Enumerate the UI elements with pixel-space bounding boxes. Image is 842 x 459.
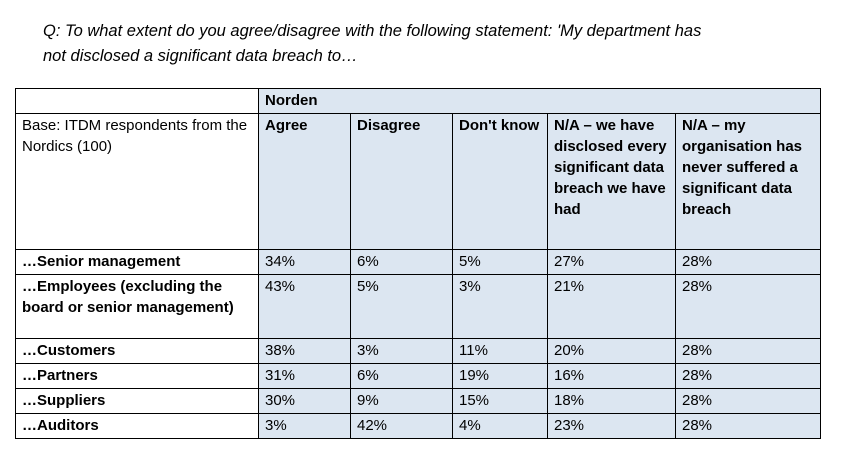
value-cell: 6% — [351, 364, 453, 389]
value-cell: 5% — [453, 250, 548, 275]
row-label: …Partners — [16, 364, 259, 389]
value-cell: 19% — [453, 364, 548, 389]
column-header-na-never-suffered: N/A – my organisation has never suffered a significant data breach — [676, 114, 821, 250]
value-cell: 4% — [453, 414, 548, 439]
value-cell: 9% — [351, 389, 453, 414]
value-cell: 28% — [676, 364, 821, 389]
value-cell: 3% — [453, 275, 548, 339]
value-cell: 38% — [259, 339, 351, 364]
value-cell: 16% — [548, 364, 676, 389]
table-row-auditors — [16, 414, 821, 439]
value-cell: 23% — [548, 414, 676, 439]
value-cell: 6% — [351, 250, 453, 275]
value-cell: 11% — [453, 339, 548, 364]
value-cell: 28% — [676, 389, 821, 414]
value-cell: 28% — [676, 275, 821, 339]
survey-question-line-2: not disclosed a significant data breach to… — [43, 47, 358, 65]
survey-results-table — [15, 88, 821, 439]
column-header-dont-know: Don't know — [453, 114, 548, 250]
table-row-employees — [16, 275, 821, 339]
value-cell: 28% — [676, 414, 821, 439]
survey-question-line-1: Q: To what extent do you agree/disagree with the following statement: 'My department has — [43, 22, 702, 40]
row-label: …Customers — [16, 339, 259, 364]
value-cell: 20% — [548, 339, 676, 364]
row-label: …Suppliers — [16, 389, 259, 414]
value-cell: 28% — [676, 339, 821, 364]
region-header-row — [16, 89, 821, 114]
region-header: Norden — [259, 89, 821, 114]
value-cell: 3% — [351, 339, 453, 364]
survey-question — [43, 19, 813, 69]
empty-corner-cell — [16, 89, 259, 114]
value-cell: 21% — [548, 275, 676, 339]
column-header-agree: Agree — [259, 114, 351, 250]
value-cell: 3% — [259, 414, 351, 439]
value-cell: 27% — [548, 250, 676, 275]
column-header-na-disclosed: N/A – we have disclosed every significant data breach we have had — [548, 114, 676, 250]
table-row-partners — [16, 364, 821, 389]
value-cell: 31% — [259, 364, 351, 389]
base-label-cell: Base: ITDM respondents from the Nordics (100) — [16, 114, 259, 250]
table-row-customers — [16, 339, 821, 364]
value-cell: 42% — [351, 414, 453, 439]
value-cell: 5% — [351, 275, 453, 339]
row-label: …Auditors — [16, 414, 259, 439]
column-header-row — [16, 114, 821, 250]
table-row-suppliers — [16, 389, 821, 414]
table-row-senior-management — [16, 250, 821, 275]
value-cell: 15% — [453, 389, 548, 414]
row-label: …Senior management — [16, 250, 259, 275]
value-cell: 34% — [259, 250, 351, 275]
value-cell: 18% — [548, 389, 676, 414]
value-cell: 43% — [259, 275, 351, 339]
column-header-disagree: Disagree — [351, 114, 453, 250]
value-cell: 30% — [259, 389, 351, 414]
row-label: …Employees (excluding the board or senior management) — [16, 275, 259, 339]
value-cell: 28% — [676, 250, 821, 275]
